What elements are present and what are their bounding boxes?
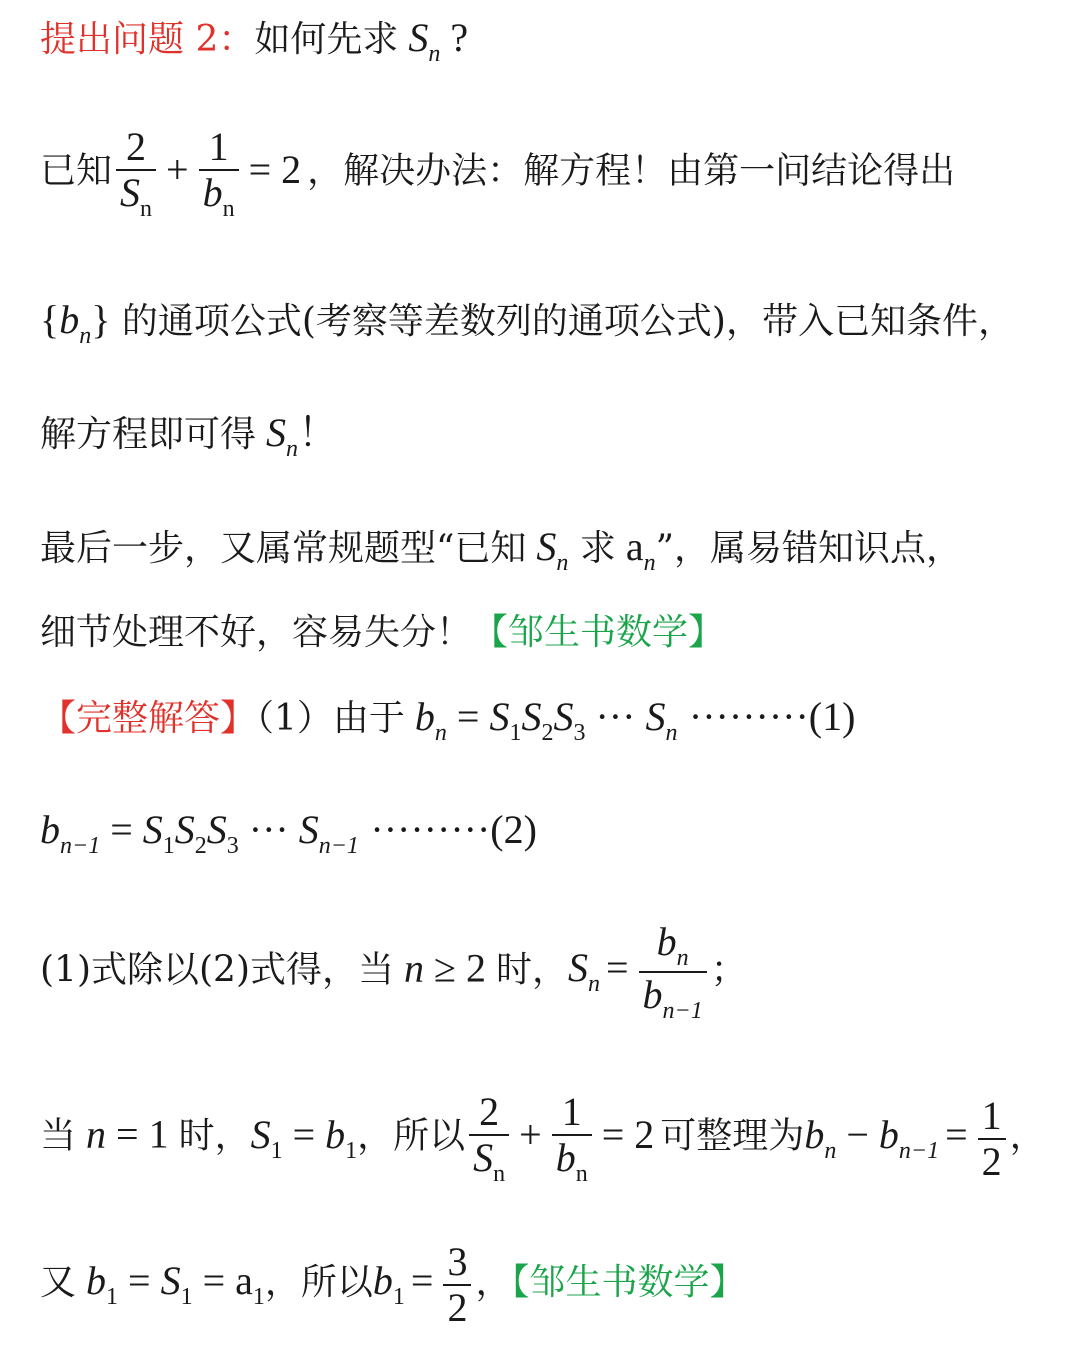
solution-label: 【完整解答】: [40, 698, 257, 739]
paragraph-4: [40, 524, 963, 576]
brand-tag: 【邹生书数学】: [511, 1262, 746, 1303]
section-label: 提出问题 2：: [40, 19, 255, 60]
para9-so: ，所以: [264, 1262, 373, 1303]
math-condition: n ≥ 2: [394, 945, 486, 991]
paragraph-9: 又 $b_1 = S_1 = a_1$，所以$b_1$ = $\frac{3}{2}$ ，【邹生书数学】: [40, 1239, 746, 1330]
math-b1: $b_1$: [372, 1258, 405, 1310]
para7-lead: (1)式除以(2)式得，当: [40, 949, 394, 991]
equation-1-tag: ·········(1): [688, 694, 856, 739]
para8-end: ，: [1009, 1115, 1046, 1157]
para8-so: ，所以: [357, 1115, 466, 1157]
para7-cond: 时，: [495, 949, 568, 991]
math-b1-s1-a1: $b_1 = S_1 = a_1$: [76, 1258, 265, 1310]
section-question: 如何先求: [254, 19, 399, 60]
equation-2-tag: ·········(2): [370, 807, 537, 852]
math-bn-set: $\{b_n\}$: [40, 297, 111, 349]
fraction-3-over-2: $\frac{3}{2}$: [443, 1240, 471, 1330]
para3-end: ！: [298, 410, 339, 455]
para9-lead: 又: [40, 1262, 77, 1303]
para1-lead: 已知: [40, 150, 113, 192]
fraction-2-over-sn: $\frac{2}{S_n}$: [469, 1090, 509, 1187]
fraction-2-over-sn: $\frac{2}{S_n}$: [116, 125, 156, 222]
para3-text: 解方程即可得: [40, 414, 257, 455]
para4-lead: 最后一步，又属常规题型“已知: [40, 528, 527, 569]
solution-line-2: [40, 807, 537, 859]
para2-text: 的通项公式(考察等差数列的通项公式)，带入已知条件，: [121, 301, 1014, 342]
math-sn: $S_n$: [398, 15, 441, 67]
paragraph-2: [40, 297, 1014, 349]
fraction-1-over-2: $\frac{1}{2}$: [978, 1094, 1006, 1184]
paragraph-3: [40, 410, 339, 462]
fraction-bn-over-bn1: $\frac{b_n}{b_{n-1}}$: [639, 920, 707, 1025]
para8-lead: 当: [40, 1115, 77, 1157]
fraction-1-over-bn: $\frac{1}{b_n}$: [199, 125, 239, 222]
math-bn-diff: $b_n - b_{n-1}$: [804, 1111, 940, 1164]
brand-tag: 【邹生书数学】: [472, 612, 725, 653]
math-sn: $S_n$: [526, 524, 569, 576]
paragraph-1: 已知 $\frac{2}{S_n}$ + $\frac{1}{b_n}$ = 2 ，解决办法：解方程！由第一问结论得出: [40, 124, 956, 222]
paragraph-5: [40, 612, 725, 653]
math-an: $a_n$: [615, 524, 656, 576]
equation-1: $b_n = S_1S_2S_3$ ··· $S_n$: [404, 694, 678, 746]
math-s1-b1: $S_1 = b_1$: [250, 1111, 358, 1164]
math-n-eq-1: n = 1: [76, 1111, 169, 1157]
para4-mid: 求: [579, 528, 616, 569]
question-mark: ?: [440, 15, 469, 60]
equation-2: $b_{n-1} = S_1S_2S_3$ ··· $S_{n-1}$: [40, 807, 359, 859]
para4-tail: ”，属易错知识点，: [655, 528, 963, 569]
para8-when: 时，: [178, 1115, 251, 1157]
solution-line-1: [40, 694, 856, 746]
math-sn: $S_n$: [256, 410, 299, 462]
fraction-1-over-bn: $\frac{1}{b_n}$: [552, 1090, 592, 1187]
para7-end: ；: [710, 949, 747, 991]
para1-tail: ，解决办法：解方程！由第一问结论得出: [307, 150, 956, 192]
section-title: [40, 15, 469, 67]
para9-end: ，: [475, 1262, 512, 1303]
para5-text: 细节处理不好，容易失分！: [40, 612, 473, 653]
paragraph-8: 当 n = 1 时，$S_1 = b_1$，所以 $\frac{2}{S_n}$ + $\frac{1}{b_n}$ = 2 可整理为$b_n - b_{n-1}$ = $\frac{1}{2}$ ，: [40, 1089, 1046, 1187]
para8-arr: 可整理为: [660, 1115, 805, 1157]
solution-step: （1）由于: [256, 698, 405, 739]
math-sn: $S_n$: [567, 945, 600, 998]
paragraph-7: (1)式除以(2)式得，当 n ≥ 2 时，$S_n$ = $\frac{b_n}{b_{n-1}}$ ；: [40, 919, 747, 1025]
